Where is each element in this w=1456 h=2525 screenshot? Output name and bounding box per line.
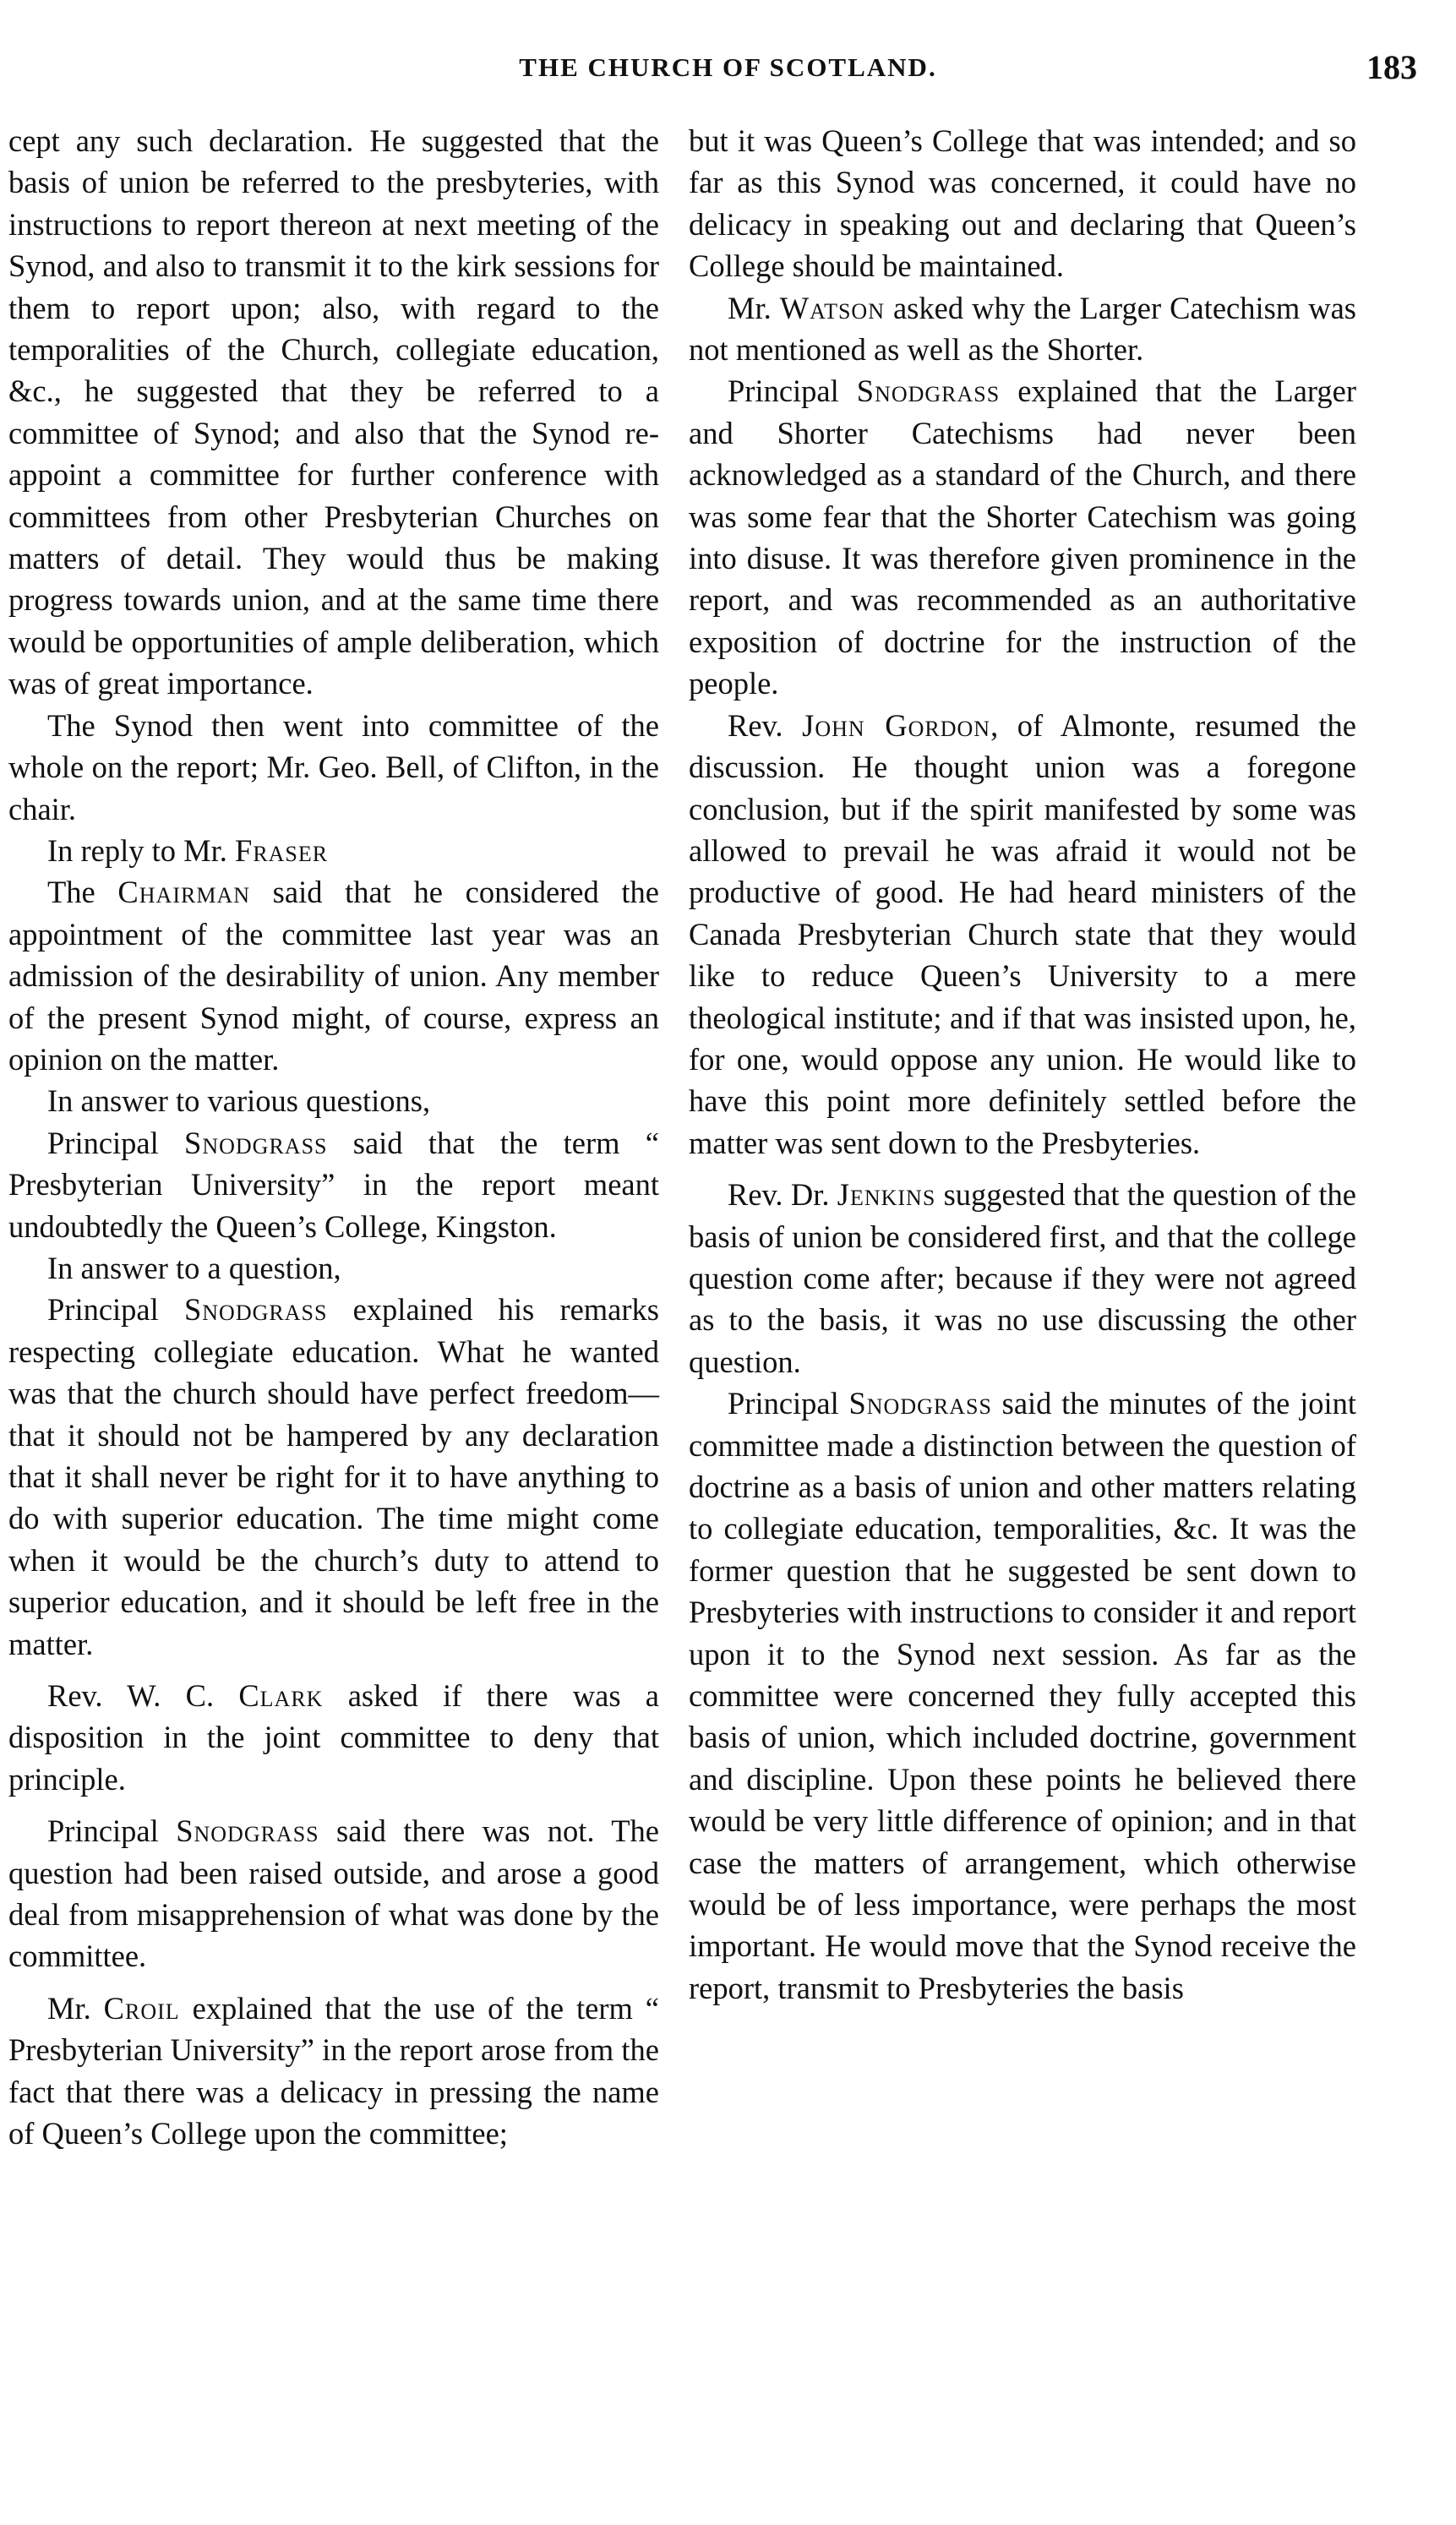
paragraph: The Synod then went into committee of the whole on the report; Mr. Geo. Bell, of Clifton, in the chair.: [8, 707, 659, 826]
running-title: THE CHURCH OF SCOTLAND.: [519, 52, 937, 82]
speaker-name: John Gordon: [802, 707, 991, 743]
paragraph: Mr. Watson asked why the Larger Catechism was not mentioned as well as the Shorter.: [689, 290, 1356, 368]
paragraph: Principal Snodgrass explained his remarks respecting collegiate education. What he wanted was that the church should have perfect freedom—that it should not be hampered by any declaration that it shall never be right for it to have anything to do with superior education. The time might come when it would be the church’s duty to attend to superior education, and it should be left free in the matter.: [8, 1292, 659, 1661]
paragraph: Rev. John Gordon, of Almonte, resumed the discussion. He thought union was a foregone conclusion, but if the spirit manifested by some was allowed to prevail he was afraid it would not be productive of good. He had heard ministers of the Canada Presbyterian Church state that they would like to reduce Queen’s University to a mere theological institute; and if that was insisted upon, he, for one, would oppose any union. He would like to have this point more definitely settled before the matter was sent down to the Presbyteries.: [689, 707, 1356, 1160]
paragraph: Mr. Croil explained that the use of the term “ Presbyterian University” in the report arose from the fact that there was a delicacy in pressing the name of Queen’s College upon the committee;: [8, 1990, 659, 2151]
right-column: [689, 120, 1356, 2009]
speaker-name: Clark: [238, 1678, 324, 1714]
paragraph: In reply to Mr. Fraser: [47, 832, 329, 868]
paragraph: Rev. W. C. Clark asked if there was a disposition in the joint committee to deny that principle.: [8, 1678, 659, 1797]
speaker-name: Croil: [103, 1990, 180, 2026]
paragraph: Principal Snodgrass said the minutes of the joint committee made a distinction between the question of doctrine as a basis of union and other matters relating to collegiate education, temporalities, &c. It was the former question that he suggested be sent down to Presbyteries with instructions to consider it and report upon it to the Synod next session. As far as the committee were concerned they fully accepted this basis of union, which included doctrine, government and discipline. Upon these points he believed there would be very little difference of opinion; and in that case the matters of arrangement, which otherwise would be of less importance, were perhaps the most important. He would move that the Synod receive the report, transmit to Presbyteries the basis: [689, 1386, 1356, 2005]
speaker-name: Snodgrass: [183, 1292, 328, 1328]
speaker-name: Watson: [779, 290, 885, 325]
paragraph: In answer to various questions,: [47, 1083, 431, 1119]
running-head: [0, 48, 1456, 103]
speaker-name: Chairman: [117, 875, 250, 910]
paragraph: Principal Snodgrass said that the term “ Presbyterian University” in the report meant undoubtedly the Queen’s College, Kingston.: [8, 1125, 659, 1244]
speaker-name: Snodgrass: [848, 1386, 992, 1421]
paragraph: Rev. Dr. Jenkins suggested that the question of the basis of union be considered first, and that the college question come after; because if they were not agreed as to the basis, it was no use discussing the other question.: [689, 1177, 1356, 1379]
speaker-name: Jenkins: [837, 1177, 936, 1213]
speaker-name: Fraser: [235, 832, 329, 868]
paragraph: In answer to a question,: [47, 1250, 341, 1285]
paragraph: cept any such declaration. He suggested that the basis of union be referred to the presbyteries, with instructions to report thereon at next meeting of the Synod, and also to transmit it to the kirk sessions for them to report upon; also, with regard to the temporalities of the Church, collegiate education, &c., he suggested that they be referred to a committee of Synod; and also that the Synod re-appoint a committee for further conference with committees from other Presbyterian Churches on matters of detail. They would thus be making progress towards union, and at the same time there would be opportunities of ample deliberation, which was of great importance.: [8, 123, 659, 701]
speaker-name: Snodgrass: [176, 1813, 319, 1849]
paragraph: Principal Snodgrass explained that the Larger and Shorter Catechisms had never been acknowledged as a standard of the Church, and there was some fear that the Shorter Catechism was going into disuse. It was therefore given prominence in the report, and was recommended as an authoritative exposition of doctrine for the instruction of the people.: [689, 374, 1357, 701]
paragraph: but it was Queen’s College that was intended; and so far as this Synod was concerned, it could have no delicacy in speaking out and declaring that Queen’s College should be maintained.: [689, 123, 1356, 284]
speaker-name: Snodgrass: [856, 374, 1001, 409]
paragraph: Principal Snodgrass said there was not. The question had been raised outside, and arose a good deal from misapprehension of what was done by the committee.: [8, 1813, 660, 1974]
speaker-name: Snodgrass: [184, 1125, 328, 1160]
left-column: [8, 120, 659, 2155]
paragraph: The Chairman said that he considered the appointment of the committee last year was an admission of the desirability of union. Any member of the present Synod might, of course, express an opinion on the matter.: [8, 875, 660, 1077]
page-number: 183: [1366, 48, 1417, 86]
